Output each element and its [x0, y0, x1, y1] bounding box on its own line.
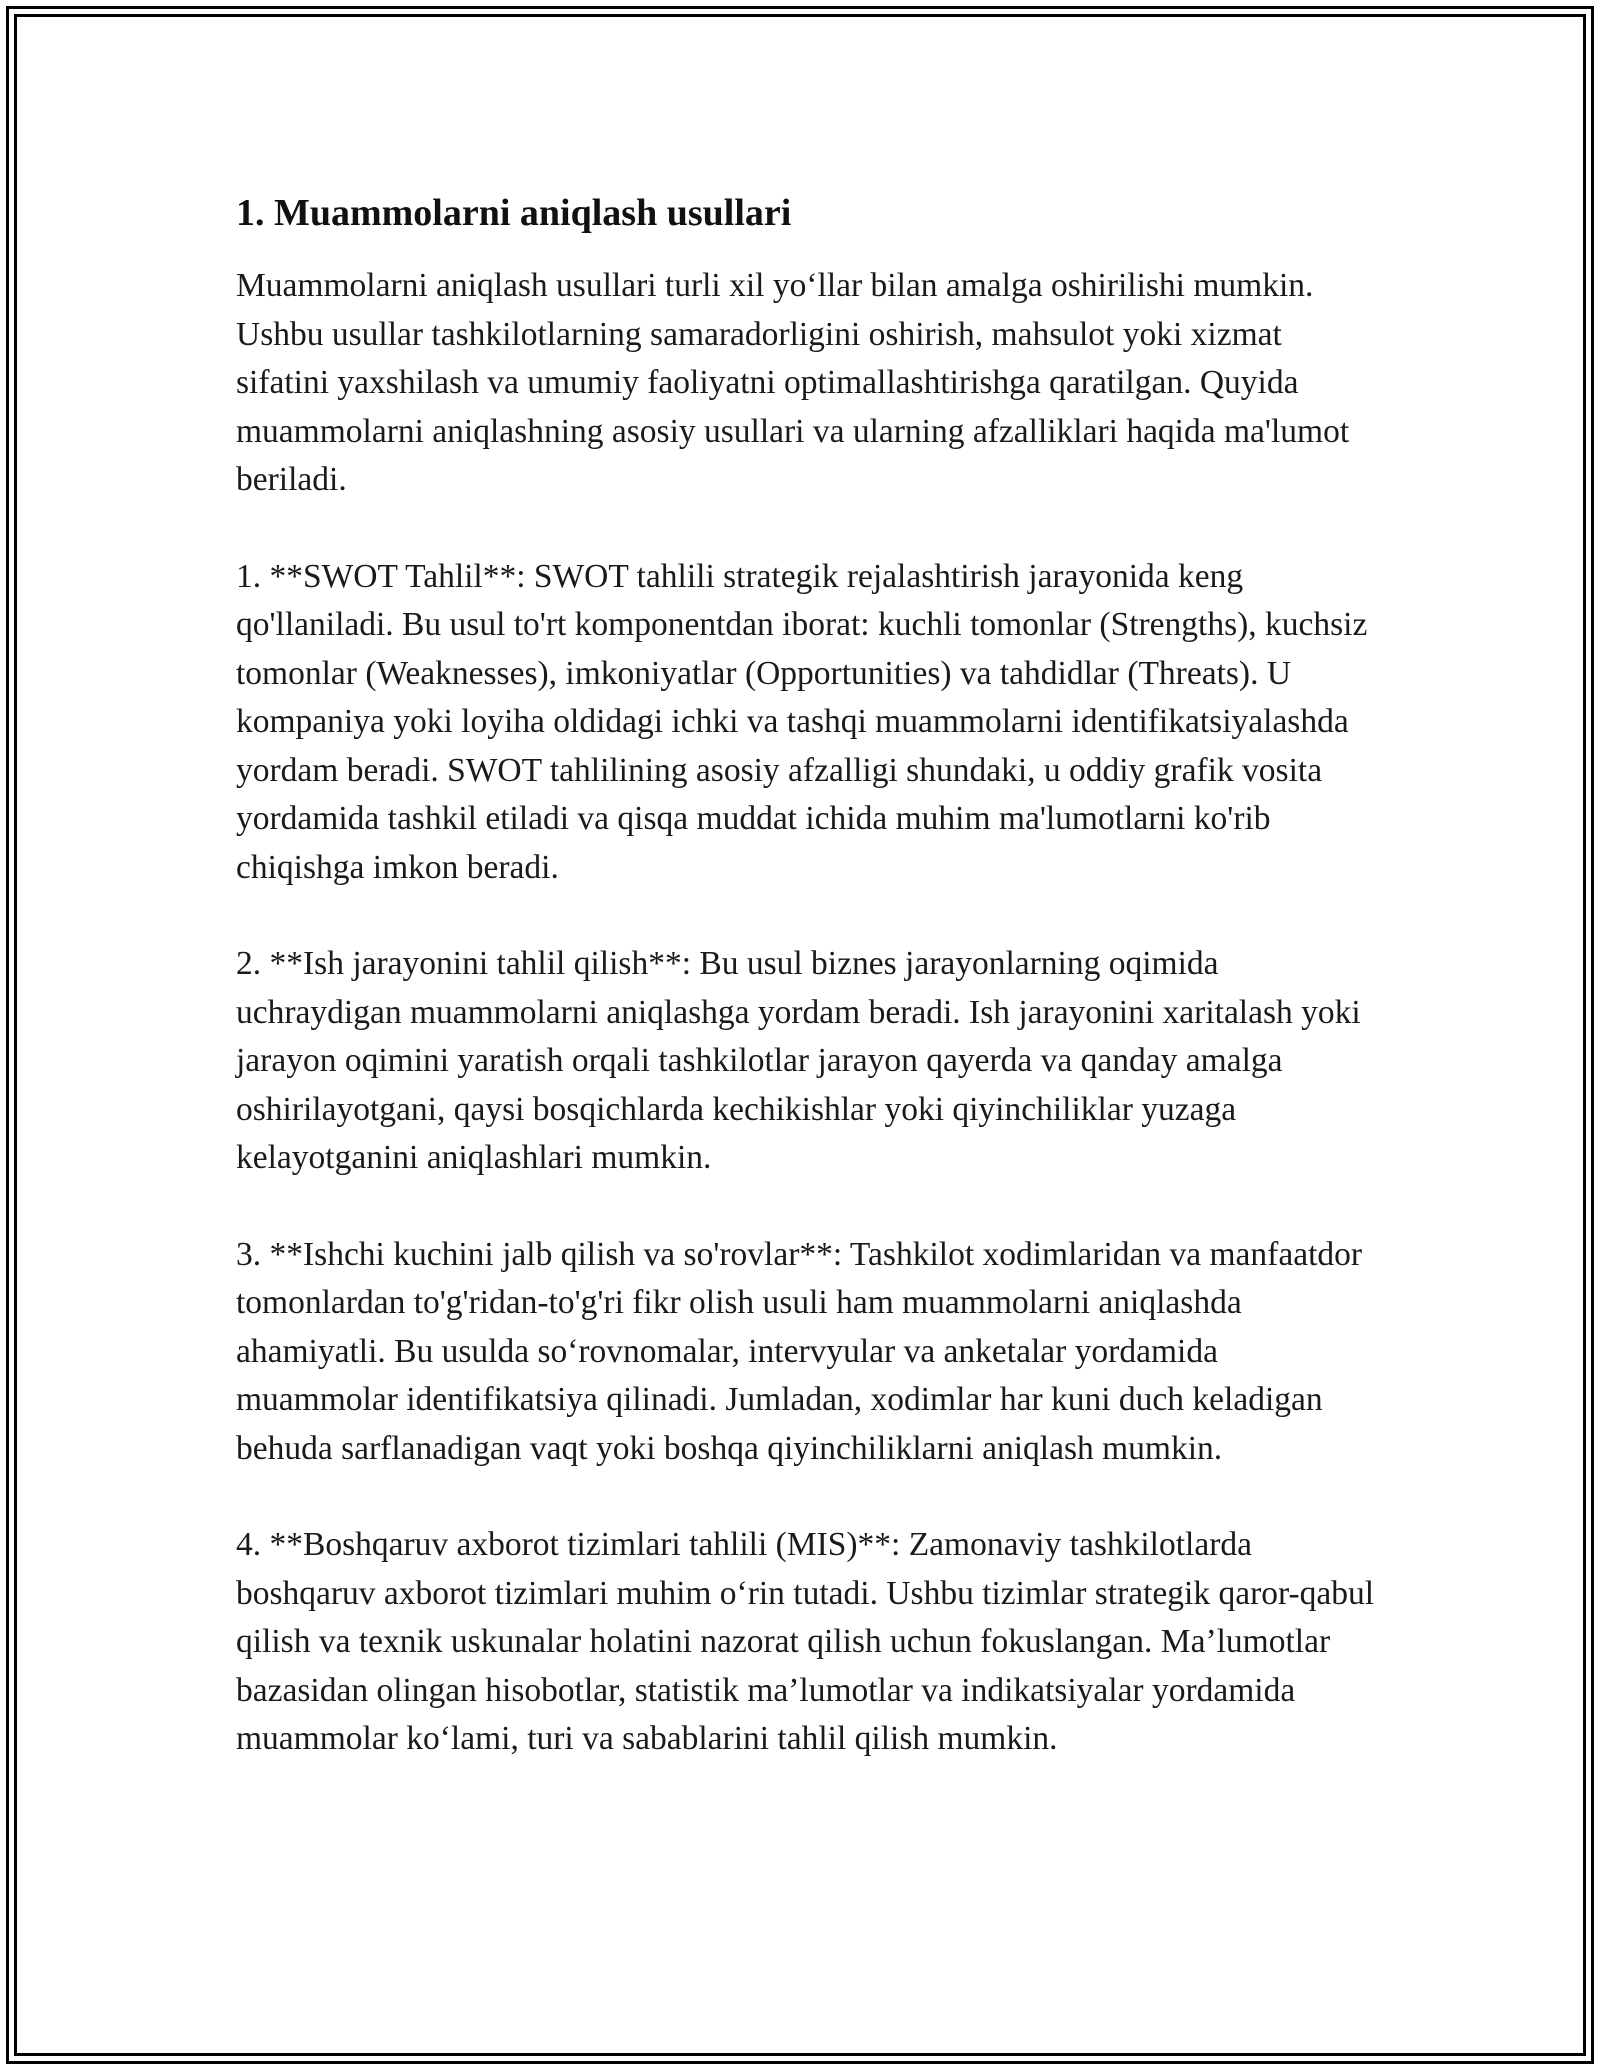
paragraph-mis: 4. **Boshqaruv axborot tizimlari tahlili (MIS)**: Zamonaviy tashkilotlarda boshqaruv axborot tizimlari muhim o‘rin tutadi. Ushbu tizimlar strategik qaror-qabul qilish va texnik uskunalar holatini nazorat qilish uchun fokuslangan. Ma’lumotlar bazasidan olingan hisobotlar, statistik ma’lumotlar va indikatsiyalar yordamida muammolar ko‘lami, turi va sabablarini tahlil qilish mumkin.: [236, 1526, 1375, 1757]
paragraph-process-analysis: 2. **Ish jarayonini tahlil qilish**: Bu usul biznes jarayonlarning oqimida uchraydigan muammolarni aniqlashga yordam beradi. Ish jarayonini xaritalash yoki jarayon oqimini yaratish orqali tashkilotlar jarayon qayerda va qanday amalga oshirilayotgani, qaysi bosqichlarda kechikishlar yoki qiyinchiliklar yuzaga kelayotganini aniqlashlari mumkin.: [236, 945, 1361, 1176]
paragraph-swot: 1. **SWOT Tahlil**: SWOT tahlili strategik rejalashtirish jarayonida keng qo'llaniladi. Bu usul to'rt komponentdan iborat: kuchli tomonlar (Strengths), kuchsiz tomonlar (Weaknesses), imkoniyatlar (Opportunities) va tahdidlar (Threats). U kompaniya yoki loyiha oldidagi ichki va tashqi muammolarni identifikatsiyalashda yordam beradi. SWOT tahlilining asosiy afzalligi shundaki, u oddiy grafik vosita yordamida tashkil etiladi va qisqa muddat ichida muhim ma'lumotlarni ko'rib chiqishga imkon beradi.: [236, 557, 1368, 886]
document-body: [236, 188, 1376, 1812]
section-heading: 1. Muammolarni aniqlash usullari: [236, 192, 792, 234]
paragraph-surveys: 3. **Ishchi kuchini jalb qilish va so'rovlar**: Tashkilot xodimlaridan va manfaatdor tomonlardan to'g'ridan-to'g'ri fikr olish usuli ham muammolarni aniqlashda ahamiyatli. Bu usulda so‘rovnomalar, intervyular va anketalar yordamida muammolar identifikatsiya qilinadi. Jumladan, xodimlar har kuni duch keladigan behuda sarflanadigan vaqt yoki boshqa qiyinchiliklarni aniqlash mumkin.: [236, 1235, 1363, 1467]
intro-paragraph: Muammolarni aniqlash usullari turli xil yo‘llar bilan amalga oshirilishi mumkin. Ushbu usullar tashkilotlarning samaradorligini oshirish, mahsulot yoki xizmat sifatini yaxshilash va umumiy faoliyatni optimallashtirishga qaratilgan. Quyida muammolarni aniqlashning asosiy usullari va ularning afzalliklari haqida ma'lumot beriladi.: [236, 267, 1350, 498]
